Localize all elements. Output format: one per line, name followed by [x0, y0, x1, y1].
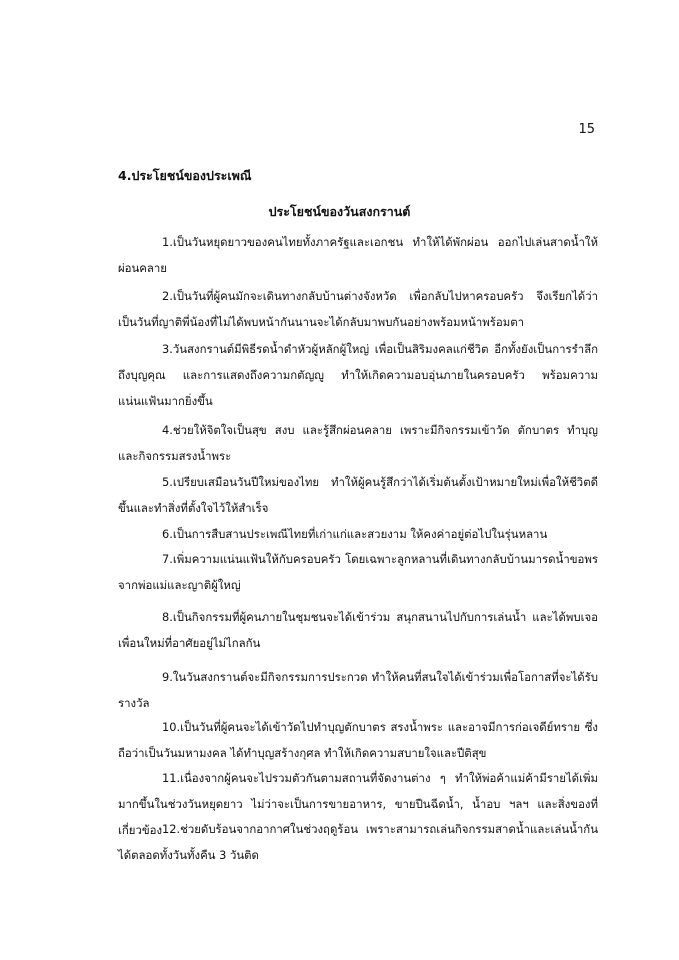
paragraph-1: 1.เป็นวันหยุดยาวของคนไทยทั้งภาครัฐและเอกชน ทำให้ได้พักผ่อน ออกไปเล่นสาดน้ำให้ผ่อนคลาย	[118, 235, 598, 275]
paragraph-10: 10.เป็นวันที่ผู้คนจะได้เข้าวัดไปทำบุญตักบาตร สรงน้ำพระ และอาจมีการก่อเจดีย์ทราย ซึ่งถือว่าเป็นวันมหามงคล ได้ทำบุญสร้างกุศล ทำให้เกิดความสบายใจและปีติสุข	[118, 720, 598, 760]
paragraph-4: 4.ช่วยให้จิตใจเป็นสุข สงบ และรู้สึกผ่อนคลาย เพราะมีกิจกรรมเข้าวัด ตักบาตร ทำบุญ และกิจกรรมสรงน้ำพระ	[118, 423, 598, 463]
paragraph-5: 5.เปรียบเสมือนวันปีใหม่ของไทย ทำให้ผู้คนรู้สึกว่าได้เริ่มต้นตั้งเป้าหมายใหม่เพื่อให้ชีวิตดีขึ้นและทำสิ่งที่ตั้งใจไว้ให้สำเร็จ	[118, 475, 598, 515]
paragraph-7: 7.เพิ่มความแน่นแฟ้นให้กับครอบครัว โดยเฉพาะลูกหลานที่เดินทางกลับบ้านมารดน้ำขอพรจากพ่อแม่และญาติผู้ใหญ่	[118, 552, 598, 592]
paragraph-9: 9.ในวันสงกรานต์จะมีกิจกรรมการประกวด ทำให้คนที่สนใจได้เข้าร่วมเพื่อโอกาสที่จะได้รับรางวัล	[118, 670, 598, 710]
paragraph-8: 8.เป็นกิจกรรมที่ผู้คนภายในชุมชนจะได้เข้าร่วม สนุกสนานไปกับการเล่นน้ำ และได้พบเจอเพื่อนใหม่ที่อาศัยอยู่ไม่ไกลกัน	[118, 610, 598, 650]
paragraph-3: 3.วันสงกรานต์มีพิธีรดน้ำดำหัวผู้หลักผู้ใหญ่ เพื่อเป็นสิริมงคลแก่ชีวิต อีกทั้งยังเป็นการรำลึกถึงบุญคุณ และการแสดงถึงความกตัญญู ทำให้เกิดความอบอุ่นภายในครอบครัว พร้อมความแน่นแฟ้นมากยิ่งขึ้น	[118, 342, 598, 408]
section-heading: 4.ประโยชน์ของประเพณี	[118, 168, 252, 183]
paragraph-12: 12.ช่วยดับร้อนจากอากาศในช่วงฤดูร้อน เพราะสามารถเล่นกิจกรรมสาดน้ำและเล่นน้ำกันได้ตลอดทั้งวันทั้งคืน 3 วันติด	[118, 822, 598, 862]
paragraph-2: 2.เป็นวันที่ผู้คนมักจะเดินทางกลับบ้านต่างจังหวัด เพื่อกลับไปหาครอบครัว จึงเรียกได้ว่าเป็นวันที่ญาติพี่น้องที่ไม่ได้พบหน้ากันนานจะได้กลับมาพบกันอย่างพร้อมหน้าพร้อมตา	[118, 289, 598, 329]
document-title: ประโยชน์ของวันสงกรานต์	[268, 204, 411, 219]
paragraph-11: 11.เนื่องจากผู้คนจะไปรวมตัวกันตามสถานที่จัดงานต่าง ๆ ทำให้พ่อค้าแม่ค้ามีรายได้เพิ่มมากขึ้นในช่วงวันหยุดยาว ไม่ว่าจะเป็นการขายอาหาร, ขายปืนฉีดน้ำ, น้ำอบ ฯลฯ และสิ่งของที่เกี่ยวข้อง	[118, 771, 598, 837]
page-number: 15	[578, 122, 595, 137]
paragraph-6: 6.เป็นการสืบสานประเพณีไทยที่เก่าแก่และสวยงาม ให้คงค่าอยู่ต่อไปในรุ่นหลาน	[162, 527, 548, 541]
